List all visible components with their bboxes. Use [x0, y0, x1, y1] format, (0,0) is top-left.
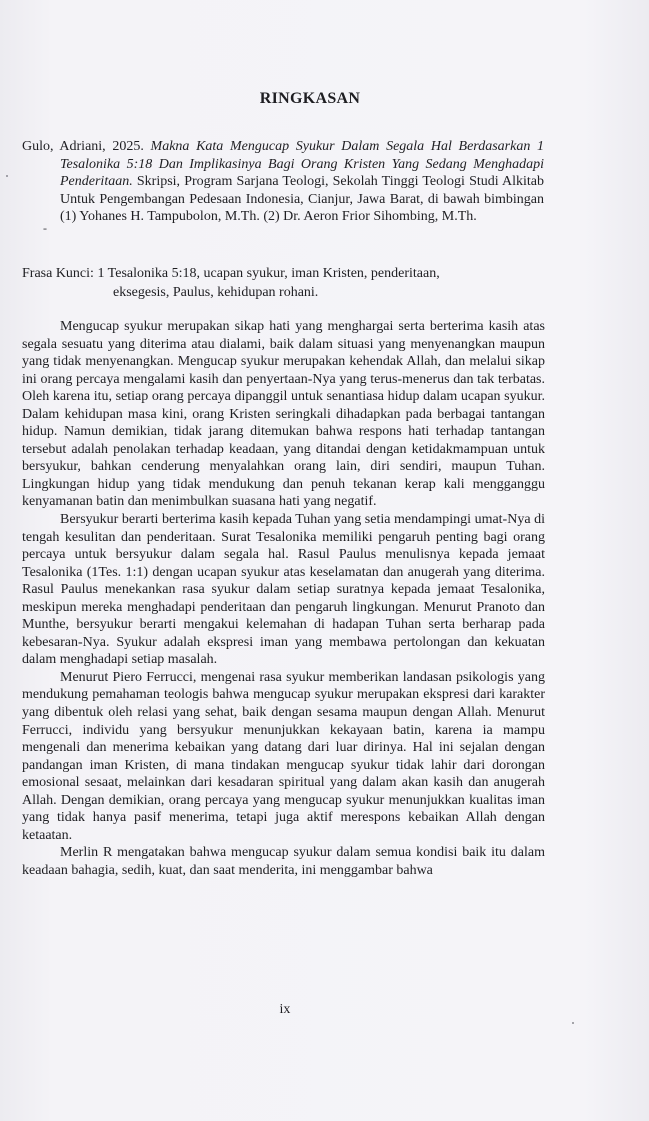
citation-details: Skripsi, Program Sarjana Teologi, Sekolah Tinggi Teologi Studi Alkitab Untuk Pengembangan Pedesaan Indonesia, Cianjur, Jawa Barat, di bawah bimbingan (1) Yohanes H. Tampubolon, M.Th. (2) Dr. Aeron Frior Sihombing, M.Th.	[60, 174, 545, 225]
paragraph-3: Menurut Piero Ferrucci, mengenai rasa syukur memberikan landasan psikologis yang mendukung pemahaman teologis bahwa mengucap syukur merupakan ekspresi dari karakter yang dibentuk oleh relasi yang sehat, baik dengan sesama maupun dengan Allah. Menurut Ferrucci, individu yang bersyukur menunjukkan kekayaan batin, karena ia mampu mengenali dan menerima kebaikan yang datang dari luar dirinya. Hal ini sejalan dengan pandangan iman Kristen, di mana tindakan mengucap syukur tidak lahir dari dorongan emosional sesaat, melainkan dari kesadaran spiritual yang dalam akan kasih dan anugerah Allah. Dengan demikian, orang percaya yang mengucap syukur menunjukkan kualitas iman yang tidak hanya pasif menerima, tetapi juga aktif merespons kebaikan Allah dengan ketaatan.	[22, 669, 545, 843]
paragraph-4: Merlin R mengatakan bahwa mengucap syukur dalam semua kondisi baik itu dalam keadaan bahagia, sedih, kuat, dan saat menderita, ini menggambar bahwa	[22, 845, 545, 878]
keywords-list-1: 1 Tesalonika 5:18, ucapan syukur, iman Kristen, penderitaan,	[97, 266, 440, 281]
margin-mark: -	[43, 221, 47, 235]
body-text	[22, 318, 545, 880]
keywords-label: Frasa Kunci:	[22, 266, 94, 281]
keywords-line-1	[22, 264, 544, 283]
keywords-line-2: eksegesis, Paulus, kehidupan rohani.	[113, 285, 319, 300]
paragraph-1: Mengucap syukur merupakan sikap hati yang menghargai serta berterima kasih atas segala sesuatu yang diterima atau dialami, baik dalam situasi yang menyenangkan maupun yang tidak menyenangkan. Mengucap syukur merupakan kehendak Allah, dan melalui sikap ini orang percaya mengalami kasih dan penyertaan-Nya yang terus-menerus dan tak terbatas. Oleh karena itu, setiap orang percaya dipanggil untuk senantiasa hidup dalam ucapan syukur. Dalam kehidupan masa kini, orang Kristen seringkali dihadapkan pada berbagai tantangan hidup. Namun demikian, tidak jarang ditemukan bahwa respons hati terhadap tantangan tersebut adalah penolakan terhadap keadaan, yang ditandai dengan ketidakmampuan untuk bersyukur, bahkan cenderung menyalahkan orang lain, diri sendiri, maupun Tuhan. Lingkungan hidup yang tidak mendukung dan penuh tekanan kerap kali mengganggu kenyamanan batin dan menimbulkan suasana hati yang negatif.	[22, 319, 545, 510]
page-number: ix	[279, 1002, 291, 1017]
citation-title: Makna Kata Mengucap Syukur Dalam Segala Hal Berdasarkan 1 Tesalonika 5:18 Dan Implikasinya Bagi Orang Kristen Yang Sedang Menghadapi Penderitaan.	[60, 139, 545, 190]
page-title: RINGKASAN	[259, 90, 361, 107]
citation-text	[22, 138, 544, 226]
paragraph-2: Bersyukur berarti berterima kasih kepada Tuhan yang setia mendampingi umat-Nya di tengah kesulitan dan penderitaan. Surat Tesalonika memiliki pengaruh penting bagi orang percaya untuk bersyukur dalam segala hal. Rasul Paulus menulisnya kepada jemaat Tesalonika (1Tes. 1:1) dengan ucapan syukur atas keselamatan dan anugerah yang diterima. Rasul Paulus menekankan rasa syukur dalam setiap suratnya kepada jemaat Tesalonika, meskipun mereka menghadapi penderitaan dan pengaruh lingkungan. Menurut Pranoto dan Munthe, bersyukur berarti mengakui kelemahan di hadapan Tuhan serta berharap pada kebesaran-Nya. Syukur adalah ekspresi iman yang membawa pertolongan dan kekuatan dalam menghadapi setiap masalah.	[22, 512, 545, 668]
citation-author-year-inline: Gulo, Adriani, 2025.	[22, 139, 144, 154]
scan-speck	[572, 1022, 574, 1024]
scan-speck	[6, 175, 8, 177]
citation-paragraph	[22, 138, 544, 226]
keywords-block	[22, 264, 544, 302]
